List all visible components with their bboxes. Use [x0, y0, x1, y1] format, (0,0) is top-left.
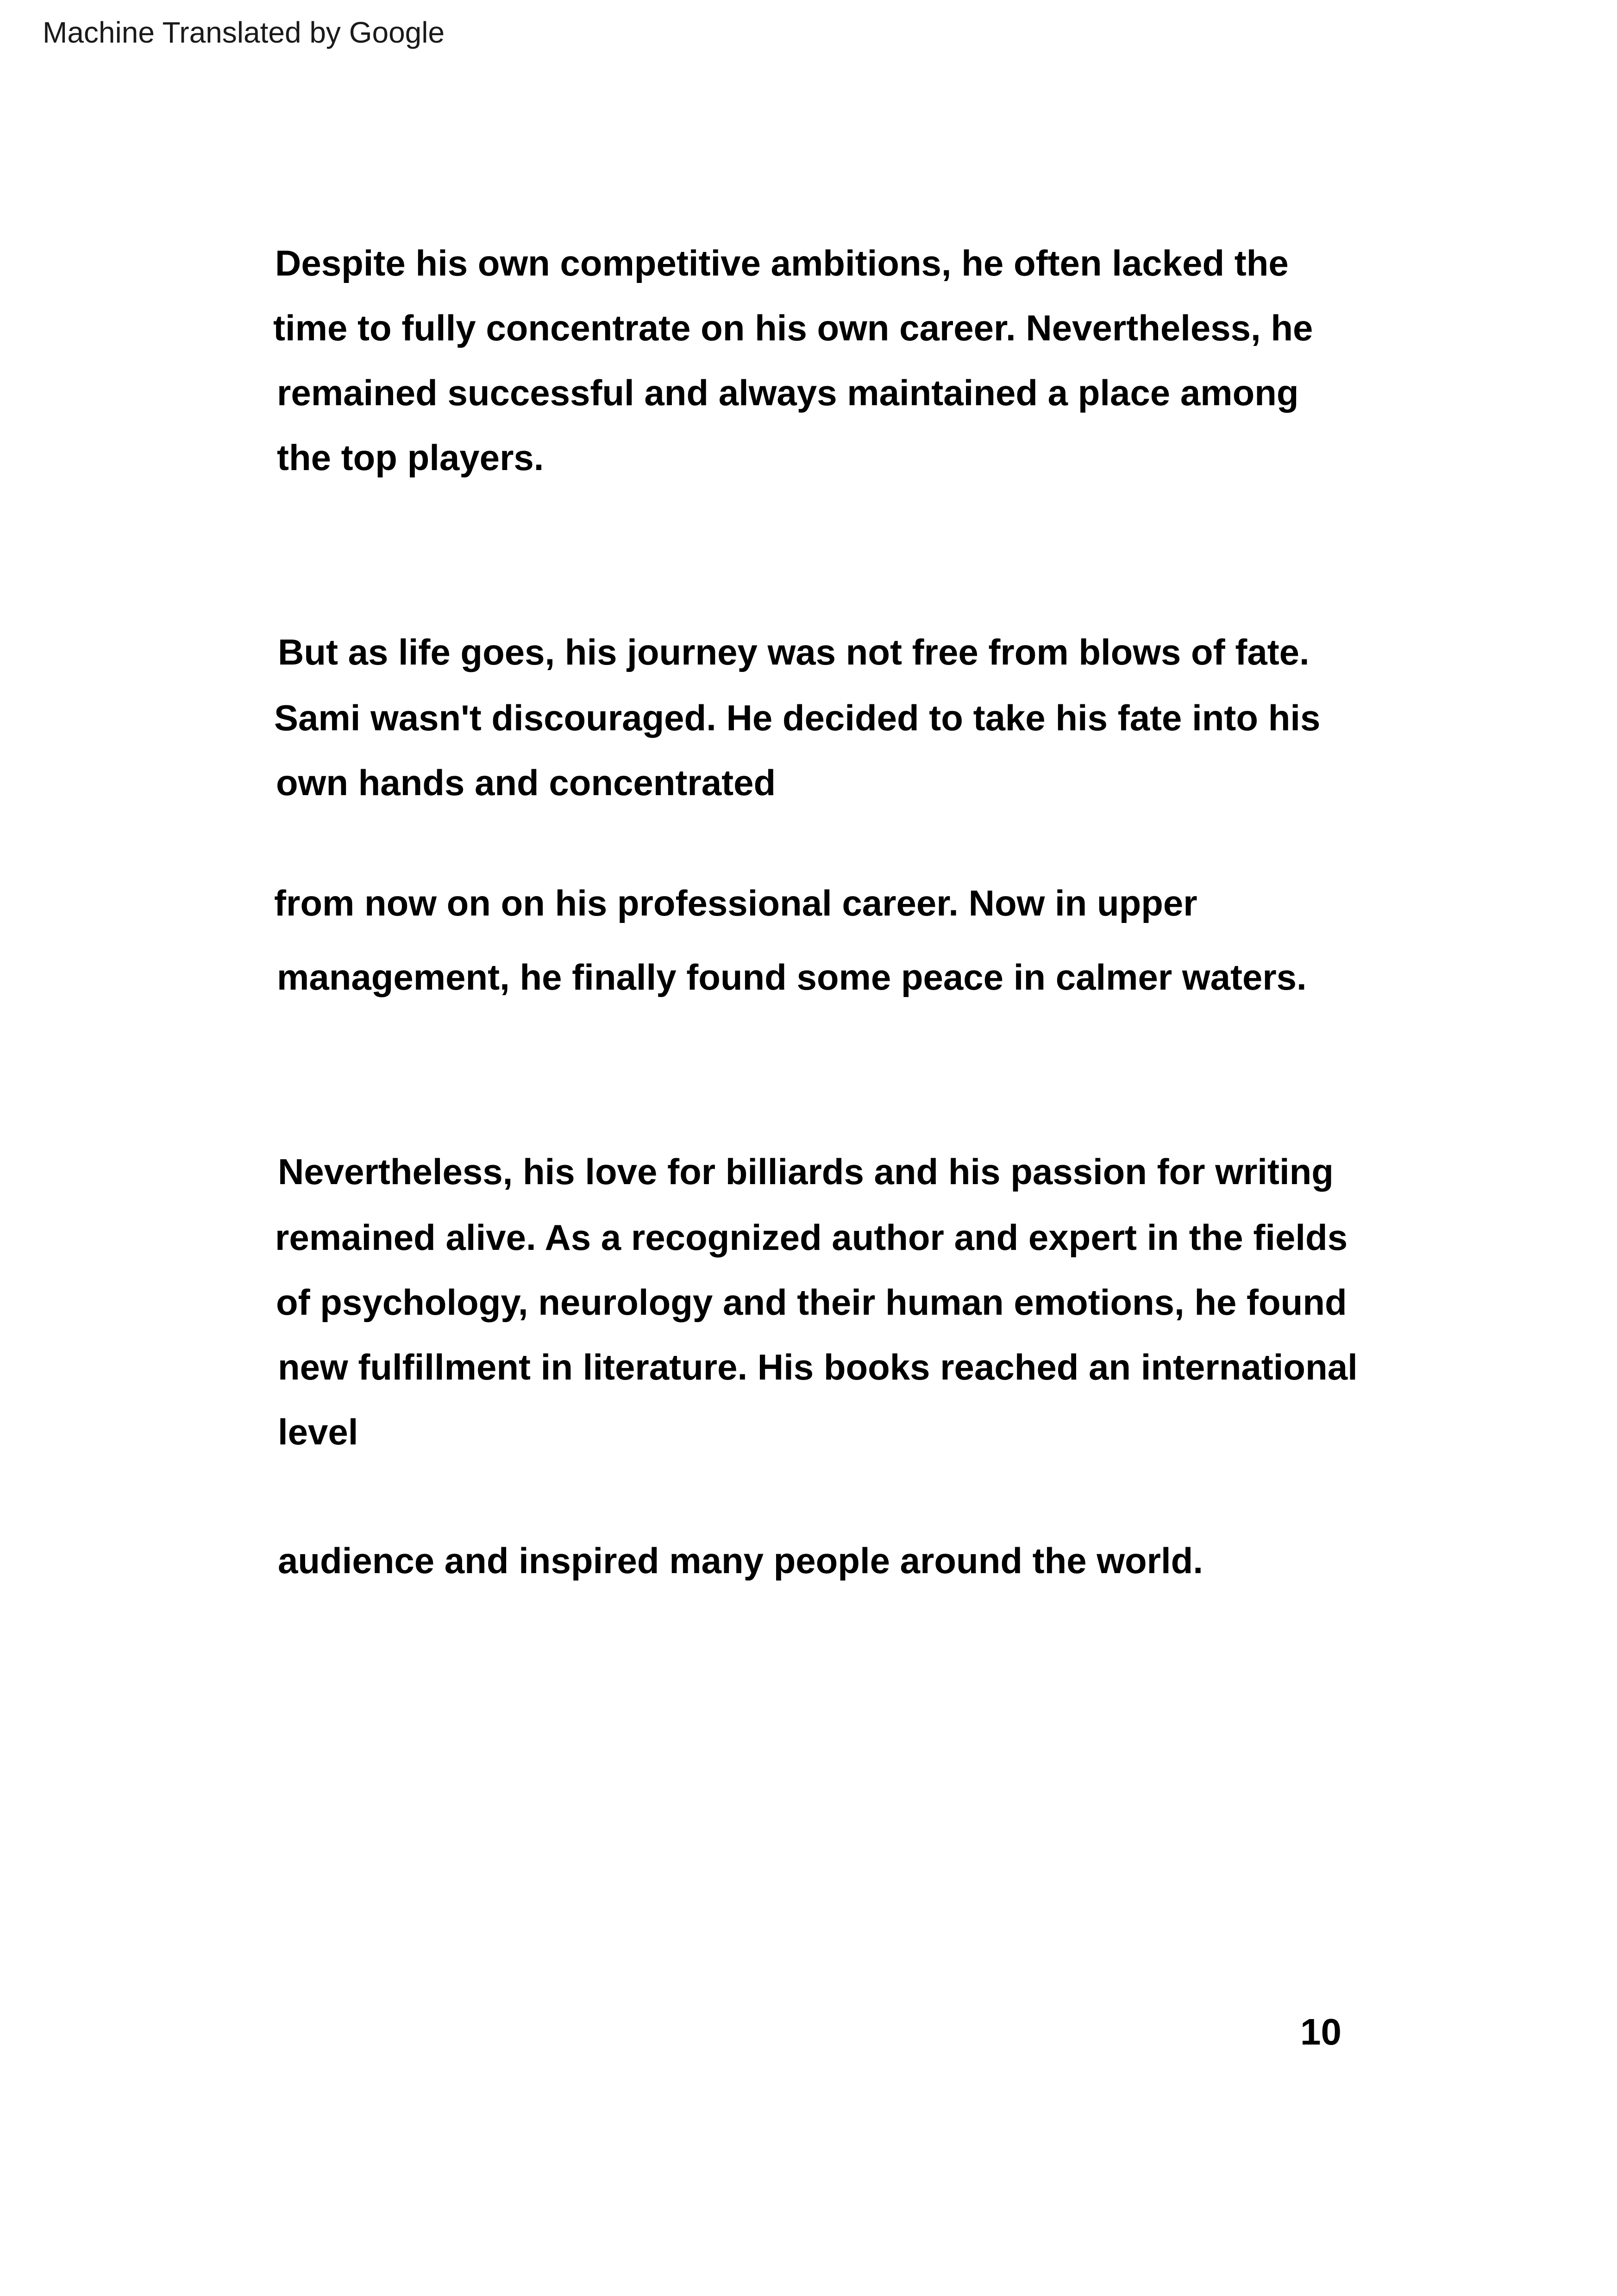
text-line: the top players.: [277, 437, 544, 478]
text-line: management, he finally found some peace in calmer waters.: [277, 957, 1307, 997]
text-line: Nevertheless, his love for billiards and his passion for writing: [278, 1151, 1334, 1192]
text-line: own hands and concentrated: [276, 762, 776, 803]
text-line: time to fully concentrate on his own career. Nevertheless, he: [273, 307, 1313, 348]
text-line: remained alive. As a recognized author and expert in the fields: [275, 1217, 1348, 1258]
text-line: But as life goes, his journey was not free from blows of fate.: [278, 632, 1310, 672]
text-line: Sami wasn't discouraged. He decided to take his fate into his: [274, 697, 1321, 738]
text-line: Despite his own competitive ambitions, he often lacked the: [275, 243, 1289, 283]
text-line: of psychology, neurology and their human emotions, he found: [276, 1282, 1347, 1323]
text-line: new fulfillment in literature. His books reached an international: [278, 1347, 1358, 1387]
text-line: level: [278, 1411, 358, 1452]
text-line: remained successful and always maintained a place among: [277, 372, 1299, 413]
text-line: audience and inspired many people around the world.: [278, 1540, 1203, 1581]
machine-translation-note: Machine Translated by Google: [43, 16, 445, 49]
page-number: 10: [1300, 2011, 1341, 2052]
text-line: from now on on his professional career. Now in upper: [274, 883, 1197, 923]
